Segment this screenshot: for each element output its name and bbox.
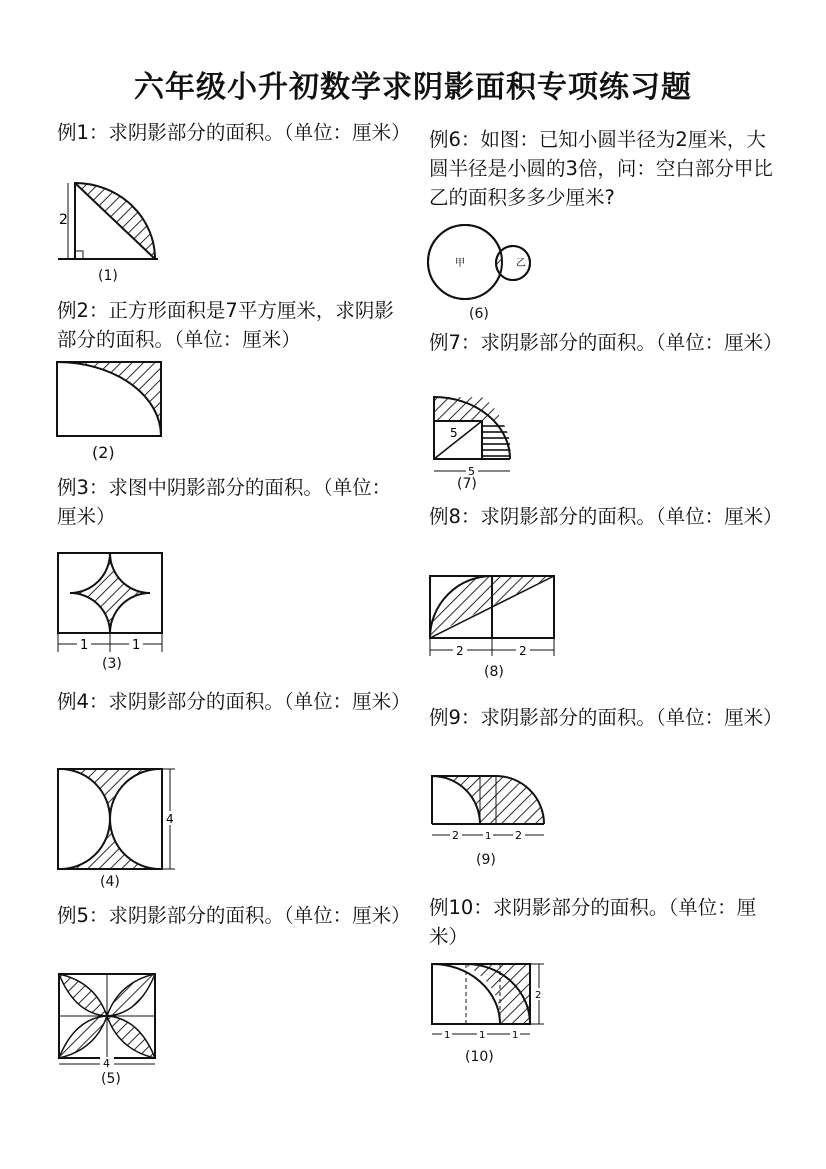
caption-3: (3) [102,656,122,672]
caption-9: (9) [476,852,496,868]
fig7-label-5a: 5 [450,426,458,440]
problem-3-text: 例3：求图中阴影部分的面积。（单位：厘米） [57,476,392,528]
problem-1-text: 例1：求阴影部分的面积。（单位：厘米） [57,121,411,144]
caption-10: (10) [465,1049,494,1065]
caption-4: (4) [100,874,120,890]
figure-6-circles [425,222,545,304]
fig5-label-4: 4 [103,1057,110,1070]
problem-10-text: 例10：求阴影部分的面积。（单位：厘米） [429,896,757,948]
problem-4-text: 例4：求阴影部分的面积。（单位：厘米） [57,690,411,713]
fig3-label-1b: 1 [132,638,141,653]
fig8-label-2a: 2 [456,644,464,658]
problem-2-text: 例2：正方形面积是7平方厘米，求阴影部分的面积。（单位：厘米） [57,299,394,351]
fig10-label-1b: 1 [479,1030,486,1041]
shaded-region [57,362,161,436]
fig8-label-2b: 2 [519,644,527,658]
fig9-label-2a: 2 [452,829,459,842]
shaded-bottom [58,819,162,869]
caption-6: (6) [469,306,489,322]
fig3-label-1a: 1 [80,638,89,653]
caption-8: (8) [484,664,504,680]
page-title: 六年级小升初数学求阴影面积专项练习题 [134,70,692,105]
figure-10-rectangle-arcs [428,960,553,1045]
fig7-label-5b: 5 [468,465,475,478]
caption-2: (2) [92,443,115,462]
fig6-label-yi: 乙 [516,258,526,269]
problem-7-text: 例7：求阴影部分的面积。（单位：厘米） [429,331,783,354]
caption-7: (7) [457,476,477,492]
problem-5-text: 例5：求阴影部分的面积。（单位：厘米） [57,904,411,927]
shaded-star [70,553,150,633]
figure-9-arcs [428,772,553,852]
fig4-label-4: 4 [166,812,174,826]
fig1-label-2: 2 [59,212,68,228]
caption-5: (5) [101,1071,121,1087]
caption-1: (1) [98,268,118,284]
fig10-label-1a: 1 [444,1030,451,1041]
problem-9-text: 例9：求阴影部分的面积。（单位：厘米） [429,706,783,729]
figure-7-square-arc [430,393,515,483]
fig6-label-jia: 甲 [455,258,465,269]
fig10-label-2: 2 [535,990,542,1001]
fig9-label-2b: 2 [515,829,522,842]
problem-8-text: 例8：求阴影部分的面积。（单位：厘米） [429,505,783,528]
fig10-label-1c: 1 [512,1030,519,1041]
figure-5-square [55,970,165,1070]
problem-6-text: 例6：如图：已知小圆半径为2厘米，大圆半径是小圆的3倍，问：空白部分甲比乙的面积多多少厘米? [429,128,773,209]
shaded-top [58,769,162,819]
fig9-label-1: 1 [485,831,492,842]
figure-4-rectangle [55,765,180,875]
figure-3-rectangle [55,550,167,655]
figure-2-square [55,360,165,440]
figure-1-quarter-circle [50,175,170,265]
figure-8-rectangles [427,570,562,662]
